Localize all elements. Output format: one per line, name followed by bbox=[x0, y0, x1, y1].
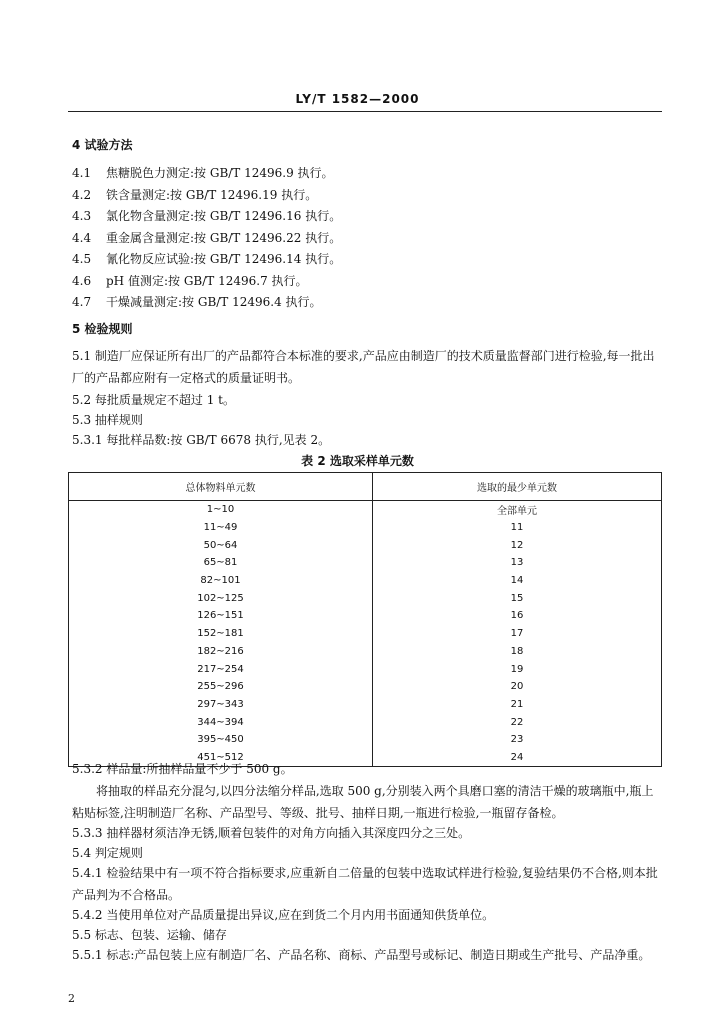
table-row bbox=[69, 536, 662, 554]
test-item bbox=[72, 186, 317, 204]
table-cell-min-units: 18 bbox=[510, 645, 524, 657]
table-row bbox=[69, 643, 662, 661]
test-item-number: 4.1 bbox=[72, 166, 92, 180]
test-item-number: 4.4 bbox=[72, 230, 92, 245]
page-header: LY/T 1582—2000 bbox=[295, 92, 420, 106]
test-item-number: 4.3 bbox=[72, 209, 92, 223]
table-cell-total-units: 255~296 bbox=[69, 678, 373, 696]
table-row bbox=[69, 625, 662, 643]
test-item-number: 4.2 bbox=[72, 187, 92, 202]
table-cell-min-units: 19 bbox=[510, 663, 524, 675]
table-row bbox=[69, 572, 662, 590]
table-cell-total-units: 395~450 bbox=[69, 731, 373, 749]
test-item-text: 焦糖脱色力测定:按 GB/T 12496.9 执行。 bbox=[106, 166, 334, 180]
table-cell-total-units: 152~181 bbox=[69, 625, 373, 643]
para-5-5-1: 5.5.1 标志:产品包装上应有制造厂名、产品名称、商标、产品型号或标记、制造日期或生产批号、产品净重。 bbox=[72, 948, 651, 962]
table-cell-min-units: 全部单元 bbox=[497, 506, 537, 518]
table-cell-min-units: 16 bbox=[510, 610, 524, 622]
test-item-text: 氯化物含量测定:按 GB/T 12496.16 执行。 bbox=[106, 209, 342, 223]
table-row bbox=[69, 696, 662, 714]
para-5-4-1: 5.4.1 检验结果中有一项不符合指标要求,应重新自二倍量的包装中选取试样进行检验,复验结果仍不合格,则本批产品判为不合格品。 bbox=[72, 866, 658, 902]
table-cell-min-units: 24 bbox=[373, 749, 662, 767]
test-item-text: 干燥减量测定:按 GB/T 12496.4 执行。 bbox=[106, 295, 322, 309]
test-item-text: 铁含量测定:按 GB/T 12496.19 执行。 bbox=[106, 187, 318, 202]
test-item-text: pH 值测定:按 GB/T 12496.7 执行。 bbox=[106, 273, 308, 288]
para-5-3: 5.3 抽样规则 bbox=[72, 413, 143, 427]
test-item bbox=[72, 229, 341, 247]
table-cell-min-units: 15 bbox=[510, 592, 524, 604]
table-cell-total-units: 1~10 bbox=[69, 501, 373, 519]
table-row bbox=[69, 554, 662, 572]
table-cell-total-units: 451~512 bbox=[69, 749, 373, 767]
test-item-number: 4.6 bbox=[72, 273, 92, 288]
table-cell-min-units: 11 bbox=[510, 522, 524, 534]
section-4-title: 4 试验方法 bbox=[72, 138, 133, 152]
table-cell-total-units: 217~254 bbox=[69, 660, 373, 678]
page-number: 2 bbox=[68, 992, 75, 1005]
table-caption: 表 2 选取采样单元数 bbox=[301, 454, 414, 468]
para-5-2: 5.2 每批质量规定不超过 1 t。 bbox=[72, 393, 235, 407]
table-header-row bbox=[69, 473, 662, 501]
sampling-table bbox=[68, 472, 662, 767]
table-cell-total-units: 126~151 bbox=[69, 607, 373, 625]
table-cell-total-units: 65~81 bbox=[69, 554, 373, 572]
test-item-text: 氰化物反应试验:按 GB/T 12496.14 执行。 bbox=[106, 252, 342, 266]
para-5-5: 5.5 标志、包装、运输、储存 bbox=[72, 928, 227, 942]
table-cell-total-units: 50~64 bbox=[69, 536, 373, 554]
para-5-4: 5.4 判定规则 bbox=[72, 846, 143, 860]
table-row bbox=[69, 660, 662, 678]
section-5-title: 5 检验规则 bbox=[72, 322, 133, 336]
test-item-number: 4.7 bbox=[72, 295, 92, 309]
para-5-4-2: 5.4.2 当使用单位对产品质量提出异议,应在到货二个月内用书面通知供货单位。 bbox=[72, 908, 495, 922]
table-cell-total-units: 11~49 bbox=[69, 519, 373, 537]
table-row bbox=[69, 589, 662, 607]
para-5-3-2: 5.3.2 样品量:所抽样品量不少于 500 g。 bbox=[72, 762, 293, 776]
header-rule bbox=[68, 111, 662, 112]
test-item bbox=[72, 207, 341, 225]
para-5-3-2-detail: 将抽取的样品充分混匀,以四分法缩分样品,选取 500 g,分别装入两个具磨口塞的清洁干燥的玻璃瓶中,瓶上粘贴标签,注明制造厂名称、产品型号、等级、批号、抽样日期,一瓶进行检验,一瓶留存备检。 bbox=[72, 784, 654, 820]
test-item bbox=[72, 272, 308, 290]
test-item bbox=[72, 250, 341, 268]
table-header-total-units: 总体物料单元数 bbox=[69, 473, 373, 501]
table-row bbox=[69, 501, 662, 519]
test-item bbox=[72, 164, 334, 182]
table-row bbox=[69, 713, 662, 731]
table-cell-min-units: 17 bbox=[510, 628, 524, 640]
table-cell-total-units: 297~343 bbox=[69, 696, 373, 714]
table-row bbox=[69, 607, 662, 625]
table-cell-min-units: 21 bbox=[510, 698, 524, 710]
table-cell-min-units: 20 bbox=[510, 681, 524, 693]
table-cell-total-units: 102~125 bbox=[69, 589, 373, 607]
table-cell-total-units: 82~101 bbox=[69, 572, 373, 590]
table-header-min-units: 选取的最少单元数 bbox=[373, 473, 662, 501]
para-5-1: 5.1 制造厂应保证所有出厂的产品都符合本标准的要求,产品应由制造厂的技术质量监督部门进行检验,每一批出厂的产品都应附有一定格式的质量证明书。 bbox=[72, 349, 655, 385]
table-row bbox=[69, 731, 662, 749]
para-5-3-3: 5.3.3 抽样器材须洁净无锈,顺着包装件的对角方向插入其深度四分之三处。 bbox=[72, 826, 471, 840]
test-item bbox=[72, 293, 322, 311]
table-cell-min-units: 13 bbox=[510, 557, 524, 569]
table-cell-min-units: 22 bbox=[510, 716, 524, 728]
table-cell-min-units: 12 bbox=[510, 539, 524, 551]
table-row bbox=[69, 519, 662, 537]
table-cell-total-units: 182~216 bbox=[69, 643, 373, 661]
para-5-3-1: 5.3.1 每批样品数:按 GB/T 6678 执行,见表 2。 bbox=[72, 433, 331, 447]
table-cell-total-units: 344~394 bbox=[69, 713, 373, 731]
table-cell-min-units: 14 bbox=[510, 575, 524, 587]
test-item-text: 重金属含量测定:按 GB/T 12496.22 执行。 bbox=[106, 230, 342, 245]
table-cell-min-units: 23 bbox=[510, 734, 524, 746]
table-row bbox=[69, 678, 662, 696]
test-item-number: 4.5 bbox=[72, 252, 92, 266]
